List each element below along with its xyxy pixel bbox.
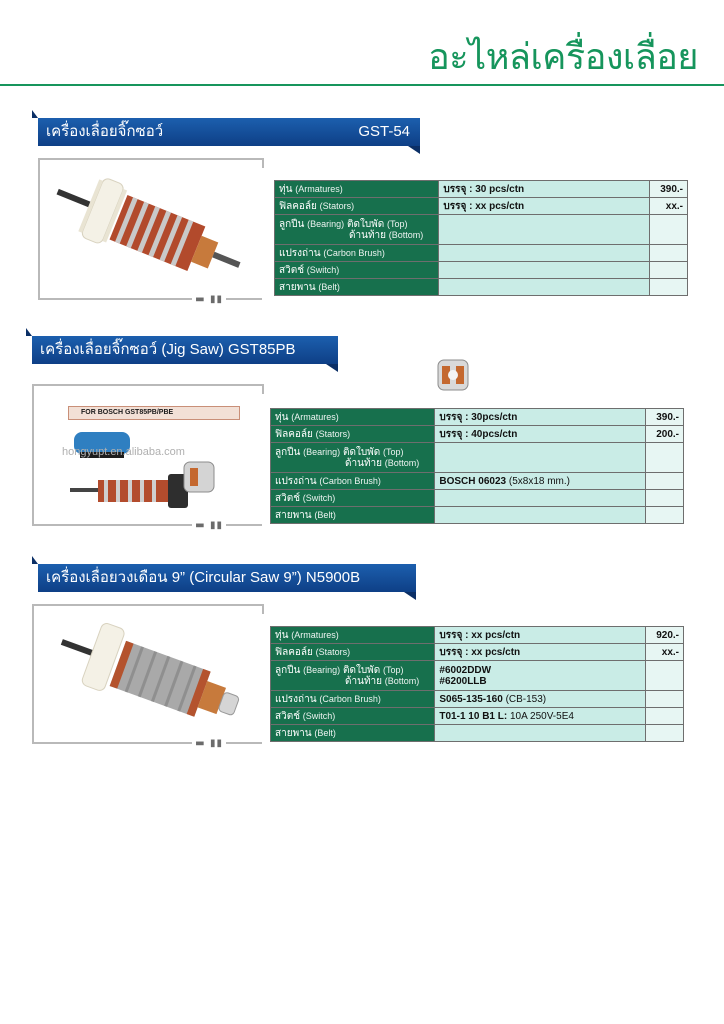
banner-tab [32,110,38,118]
table-row [271,691,684,708]
row-price [645,507,683,524]
parts-table-gst85pb [270,408,684,524]
row-label: ทุ่น (Armatures) [271,409,435,426]
row-spec [435,490,646,507]
watermark-text: hongyupt.en.alibaba.com [62,446,185,458]
row-label: สวิตช์ (Switch) [271,490,435,507]
row-label: สายพาน (Belt) [271,507,435,524]
table-row [275,245,688,262]
row-price [649,262,687,279]
row-price: xx.- [649,198,687,215]
row-price [649,245,687,262]
table-row [271,661,684,691]
row-price [645,691,683,708]
row-price: xx.- [645,644,683,661]
row-spec [435,725,646,742]
row-price [645,473,683,490]
section-title: เครื่องเลื่อยวงเดือน 9” (Circular Saw 9”) N5900B [46,569,361,586]
frame-corner [254,384,264,394]
section-title: เครื่องเลื่อยจิ๊กซอว์ [46,123,164,140]
armature-image [34,606,260,742]
frame-decoration: ▬ ▮▮ [192,738,226,749]
table-row [275,215,688,245]
row-spec [439,279,650,296]
row-price [649,279,687,296]
frame-decoration: ▬ ▮▮ [192,520,226,531]
armature-image [40,160,260,298]
row-price: 390.- [645,409,683,426]
product-photo-frame [38,158,262,305]
frame-decoration: ▬ ▮▮ [192,294,226,305]
row-label: ทุ่น (Armatures) [275,181,439,198]
row-spec: BOSCH 06023 (5x8x18 mm.) [435,473,646,490]
banner-tab [26,328,32,336]
row-spec [439,215,650,245]
title-divider [0,84,724,86]
row-label: ทุ่น (Armatures) [271,627,435,644]
table-row [271,627,684,644]
table-row [275,279,688,296]
table-row [271,644,684,661]
row-price: 390.- [649,181,687,198]
row-label: สวิตช์ (Switch) [271,708,435,725]
row-label: สายพาน (Belt) [271,725,435,742]
table-row [275,198,688,215]
section-banner-n5900b [38,564,416,592]
row-spec [439,262,650,279]
parts-table-n5900b [270,626,684,742]
row-label: สายพาน (Belt) [275,279,439,296]
row-label: ลูกปืน (Bearing) ติดใบพัด (Top) ด้านท้าย (Bottom) [271,443,435,473]
table-row [275,181,688,198]
row-spec: บรรจุ : xx pcs/ctn [435,627,646,644]
row-price [649,215,687,245]
row-price [645,490,683,507]
row-label: แปรงถ่าน (Carbon Brush) [271,473,435,490]
section-banner-gst54 [38,118,420,146]
row-label: ฟิลคอล์ย (Stators) [275,198,439,215]
row-spec: บรรจุ : 30 pcs/ctn [439,181,650,198]
table-row [275,262,688,279]
row-spec: S065-135-160 (CB-153) [435,691,646,708]
row-price: 200.- [645,426,683,443]
product-photo-frame [32,604,262,749]
row-spec: บรรจุ : 30pcs/ctn [435,409,646,426]
section-banner-gst85pb [32,336,338,364]
row-price [645,725,683,742]
banner-tail [404,592,416,600]
row-label: แปรงถ่าน (Carbon Brush) [271,691,435,708]
row-spec [435,507,646,524]
table-row [271,725,684,742]
row-spec: บรรจุ : 40pcs/ctn [435,426,646,443]
table-row [271,490,684,507]
page-title: อะไหล่เครื่องเลื่อย [428,37,698,78]
row-spec [439,245,650,262]
table-row [271,409,684,426]
parts-table-gst54 [274,180,688,296]
banner-tail [408,146,420,154]
jigsaw-image [34,424,262,524]
table-row [271,708,684,725]
row-label: แปรงถ่าน (Carbon Brush) [275,245,439,262]
table-row [271,507,684,524]
table-row [271,443,684,473]
row-spec: บรรจุ : xx pcs/ctn [439,198,650,215]
photo-caption: FOR BOSCH GST85PB/PBE [68,406,240,420]
section-title: เครื่องเลื่อยจิ๊กซอว์ (Jig Saw) GST85PB [40,341,296,358]
banner-tail [326,364,338,372]
stator-image [430,352,476,398]
row-price: 920.- [645,627,683,644]
model-code: GST-54 [358,123,410,140]
row-spec: #6002DDW #6200LLB [435,661,646,691]
row-spec: T01-1 10 B1 L: 10A 250V-5E4 [435,708,646,725]
row-price [645,443,683,473]
product-photo-frame [32,384,262,531]
table-row [271,473,684,490]
row-spec: บรรจุ : xx pcs/ctn [435,644,646,661]
row-label: ลูกปืน (Bearing) ติดใบพัด (Top) ด้านท้าย (Bottom) [275,215,439,245]
row-label: ฟิลคอล์ย (Stators) [271,644,435,661]
row-label: ฟิลคอล์ย (Stators) [271,426,435,443]
row-spec [435,443,646,473]
row-label: ลูกปืน (Bearing) ติดใบพัด (Top) ด้านท้าย (Bottom) [271,661,435,691]
table-row [271,426,684,443]
banner-tab [32,556,38,564]
row-price [645,708,683,725]
row-label: สวิตช์ (Switch) [275,262,439,279]
row-price [645,661,683,691]
